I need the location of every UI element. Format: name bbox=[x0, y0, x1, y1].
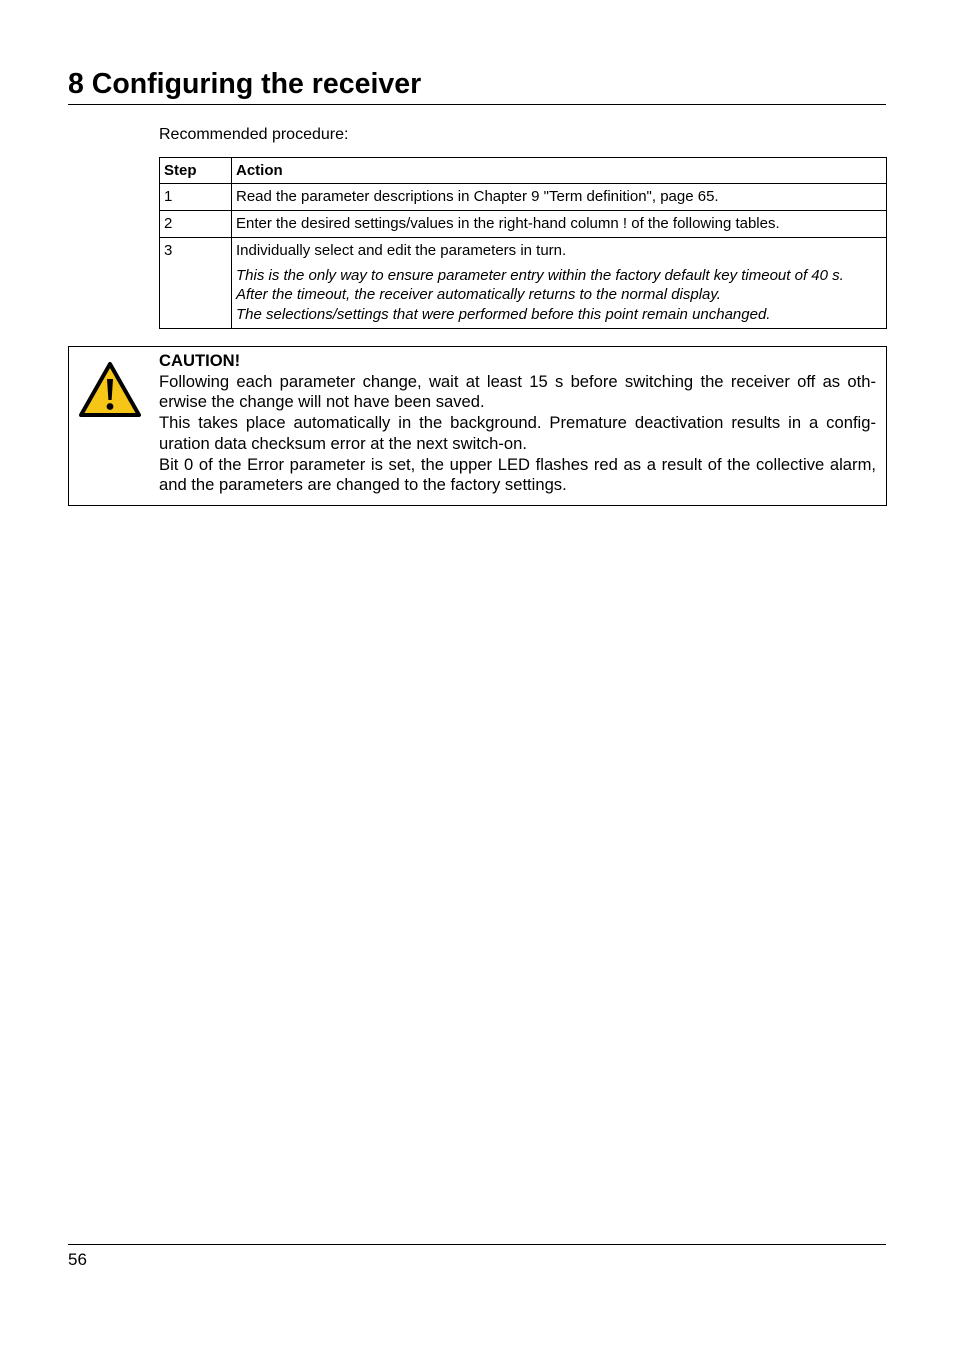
table-header-row bbox=[160, 158, 887, 184]
caution-title: CAUTION! bbox=[159, 351, 241, 370]
step-action: Enter the desired settings/values in the right-hand column ! of the following tables. bbox=[232, 211, 887, 238]
step-number: 2 bbox=[160, 211, 232, 238]
table-row bbox=[160, 211, 887, 238]
caution-paragraph: This takes place automatically in the background. Premature deactivation results in a config-uration data checksum error at the next switch-on. bbox=[159, 413, 876, 453]
step-number: 1 bbox=[160, 184, 232, 211]
step-note: After the timeout, the receiver automatically returns to the normal display. bbox=[236, 286, 721, 303]
step-action: Individually select and edit the parameters in turn. bbox=[236, 242, 567, 259]
procedure-table bbox=[159, 157, 887, 329]
step-action-cell bbox=[232, 238, 887, 329]
caution-paragraph: Following each parameter change, wait at least 15 s before switching the receiver off as oth-erwise the change will not have been saved. bbox=[159, 371, 876, 412]
warning-triangle-icon bbox=[78, 361, 142, 419]
table-row bbox=[160, 184, 887, 211]
page-number: 56 bbox=[68, 1250, 87, 1269]
caution-box bbox=[68, 346, 887, 506]
page-title: 8 Configuring the receiver bbox=[68, 66, 886, 105]
intro-text: Recommended procedure: bbox=[159, 126, 349, 143]
step-note: This is the only way to ensure parameter entry within the factory default key timeout of 40 s. bbox=[236, 266, 844, 284]
column-header-action: Action bbox=[232, 158, 887, 184]
step-action: Read the parameter descriptions in Chapter 9 "Term definition", page 65. bbox=[232, 184, 887, 211]
caution-paragraph: Bit 0 of the Error parameter is set, the upper LED flashes red as a result of the collective alarm, and the parameters are changed to the factory settings. bbox=[159, 454, 876, 495]
caution-text bbox=[159, 351, 876, 496]
step-number: 3 bbox=[160, 238, 232, 329]
column-header-step: Step bbox=[160, 158, 232, 184]
footer-divider bbox=[68, 1244, 886, 1245]
step-note: The selections/settings that were performed before this point remain unchanged. bbox=[236, 305, 771, 323]
table-row bbox=[160, 238, 887, 329]
